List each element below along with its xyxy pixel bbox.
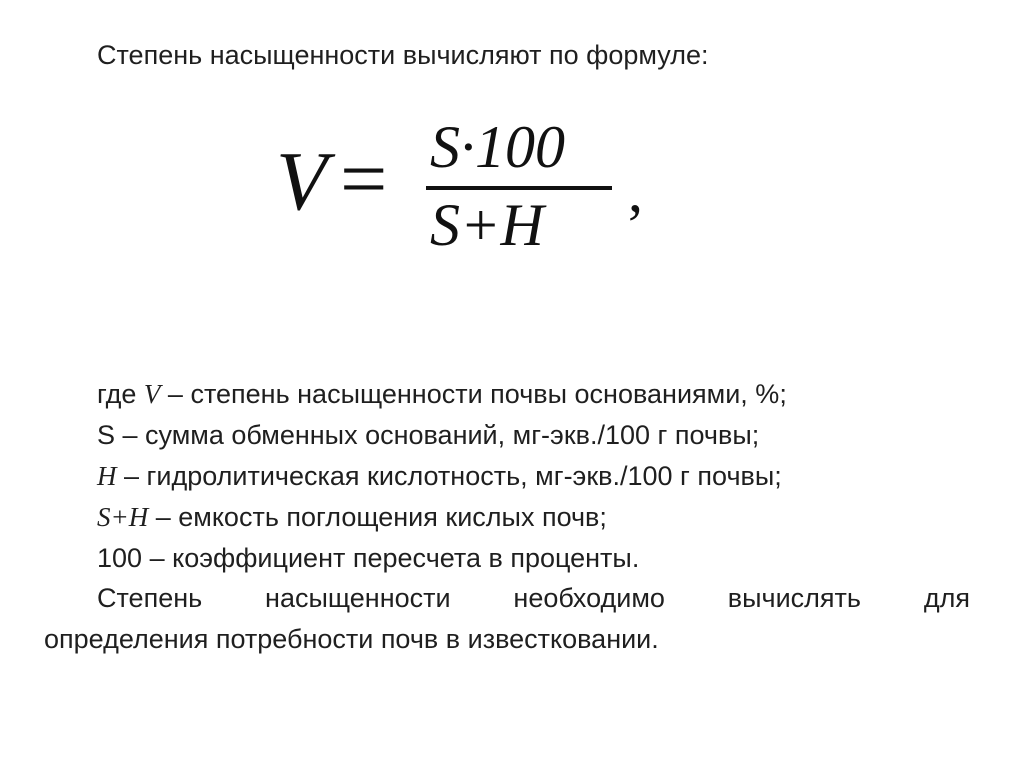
definition-row	[97, 538, 787, 579]
definition-prefix: где	[97, 379, 144, 409]
definition-text: – сумма обменных оснований, мг-экв./100 г почвы;	[115, 420, 760, 450]
definition-symbol: S+H	[97, 502, 149, 532]
paragraph-word: вычислять	[727, 583, 861, 613]
definition-text: – коэффициент пересчета в проценты.	[142, 543, 640, 573]
formula-fraction	[426, 112, 616, 262]
paragraph-word: Степень	[97, 583, 203, 613]
definition-symbol: 100	[97, 543, 143, 573]
paragraph-word: для	[923, 583, 970, 613]
paragraph-line-1	[44, 578, 970, 619]
formula-numerator: S·100	[430, 114, 565, 180]
paragraph-word: необходимо	[513, 583, 665, 613]
definition-text: – емкость поглощения кислых почв;	[148, 502, 607, 532]
conclusion-paragraph	[44, 578, 970, 660]
definition-text: – гидролитическая кислотность, мг-экв./100 г почвы;	[116, 461, 782, 491]
paragraph-word: насыщенности	[265, 583, 451, 613]
formula-equals: =	[340, 133, 388, 226]
definition-symbol: H	[97, 461, 117, 491]
definition-row	[97, 415, 787, 456]
intro-text: Степень насыщенности вычисляют по формуле:	[97, 40, 709, 70]
definitions-list	[97, 374, 787, 579]
definition-symbol: V	[143, 379, 161, 409]
formula-denominator: S+H	[430, 192, 544, 258]
formula-comma: ,	[628, 158, 643, 224]
definition-row	[97, 456, 787, 497]
paragraph-line-2: определения потребности почв в известковании.	[44, 624, 659, 654]
formula-lhs: V	[276, 135, 328, 228]
definition-row	[97, 374, 787, 415]
definition-row	[97, 497, 787, 538]
saturation-formula	[276, 112, 676, 262]
definition-text: – степень насыщенности почвы основаниями, %;	[160, 379, 787, 409]
definition-symbol: S	[97, 420, 116, 450]
